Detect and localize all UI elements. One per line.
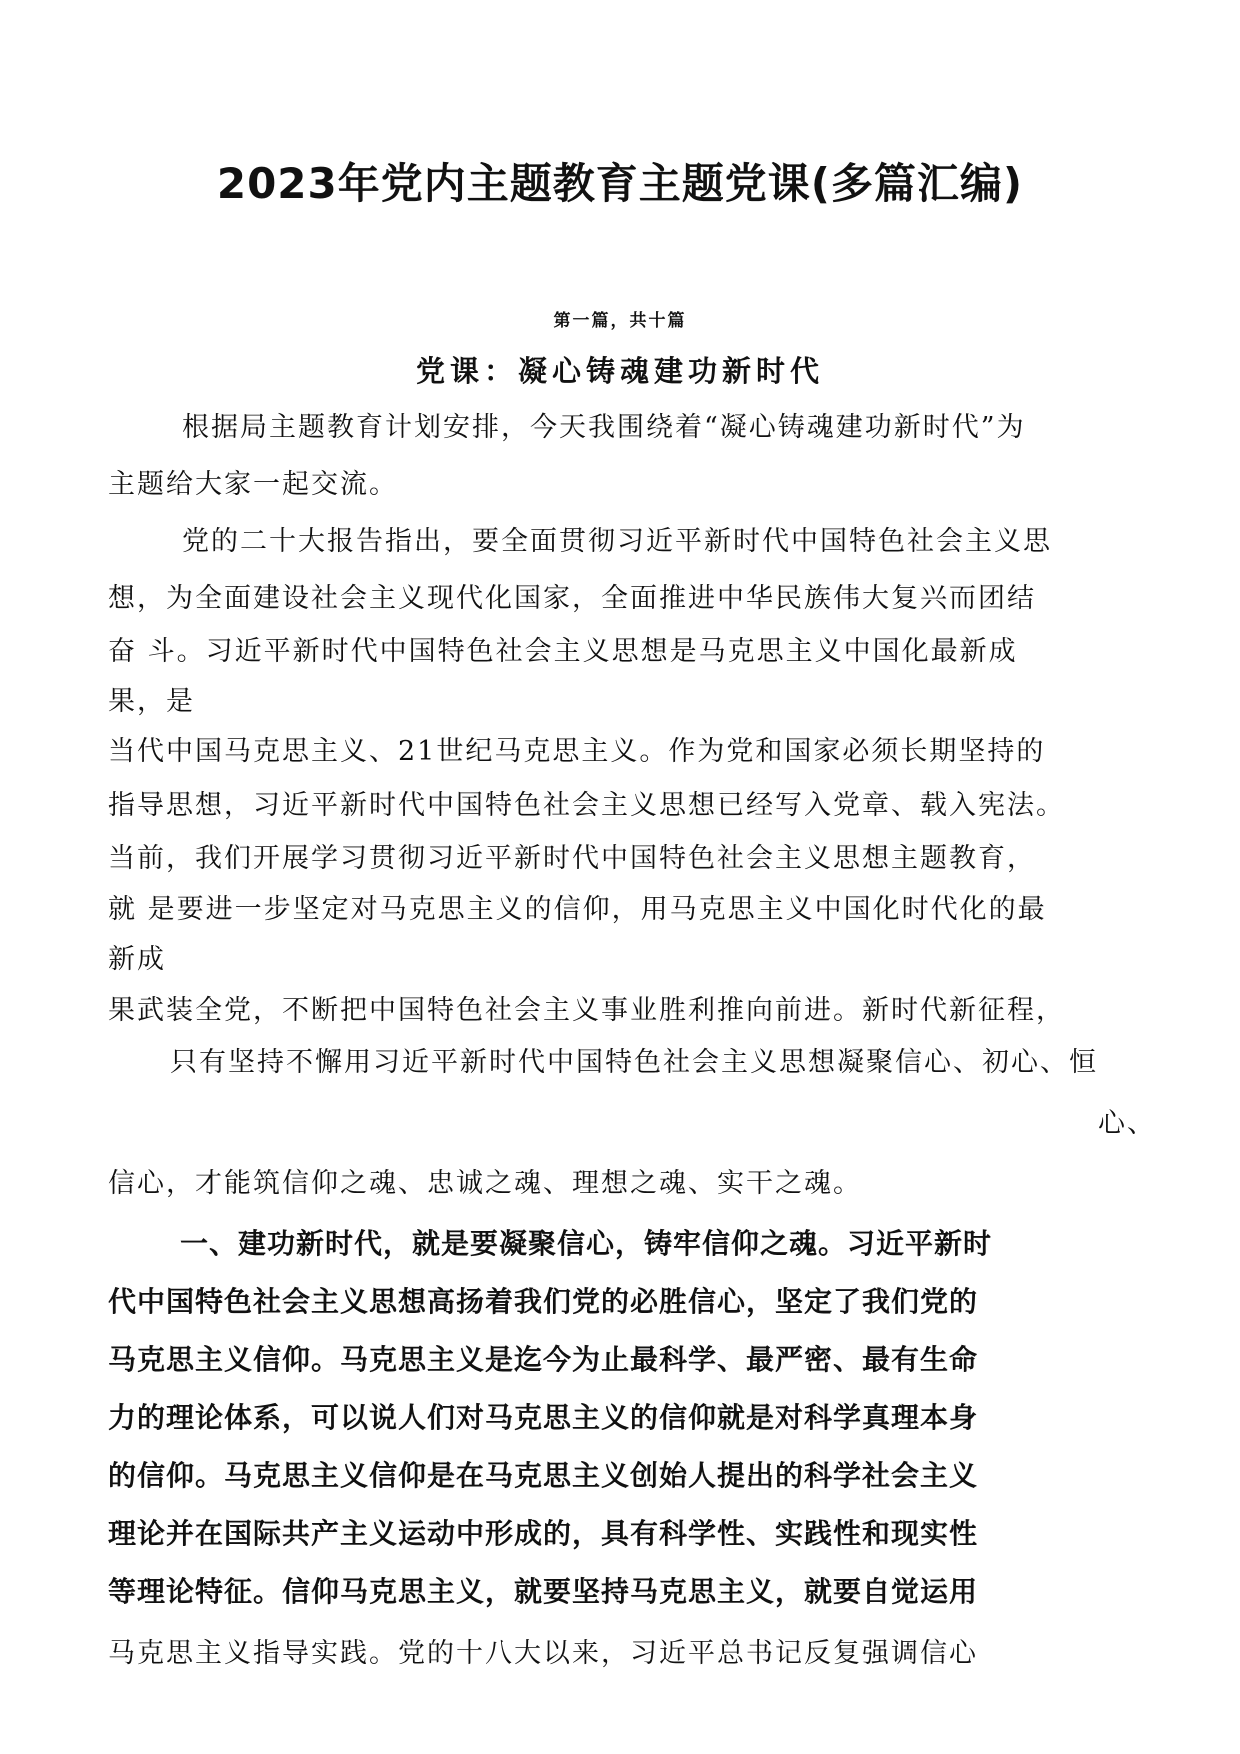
body-line: 根据局主题教育计划安排，今天我围绕着“凝心铸魂建功新时代”为 — [182, 412, 1026, 443]
part-index: 第一篇，共十篇 — [553, 311, 687, 331]
body-line: 奋 斗。习近平新时代中国特色社会主义思想是马克思主义中国化最新成 — [108, 636, 1018, 667]
body-line: 心、 — [1098, 1108, 1156, 1139]
body-line: 就 是要进一步坚定对马克思主义的信仰，用马克思主义中国化时代化的最 — [108, 894, 1047, 925]
lesson-title: 党课：凝心铸魂建功新时代 — [415, 354, 824, 388]
body-line: 信心，才能筑信仰之魂、忠诚之魂、理想之魂、实干之魂。 — [108, 1168, 862, 1199]
body-line: 果，是 — [108, 686, 195, 717]
body-line: 指导思想，习近平新时代中国特色社会主义思想已经写入党章、载入宪法。 — [108, 790, 1065, 821]
bold-body-line: 马克思主义信仰。马克思主义是迄今为止最科学、最严密、最有生命 — [108, 1343, 979, 1376]
bold-body-line: 等理论特征。信仰马克思主义，就要坚持马克思主义，就要自觉运用 — [108, 1575, 979, 1608]
body-line: 果武装全党，不断把中国特色社会主义事业胜利推向前进。新时代新征程， — [108, 995, 1065, 1026]
body-line: 只有坚持不懈用习近平新时代中国特色社会主义思想凝聚信心、初心、恒 — [170, 1047, 1098, 1078]
bold-body-line: 一、建功新时代，就是要凝聚信心，铸牢信仰之魂。习近平新时 — [180, 1227, 993, 1260]
body-line: 新成 — [108, 944, 166, 975]
body-line: 马克思主义指导实践。党的十八大以来，习近平总书记反复强调信心 — [108, 1638, 978, 1669]
body-line: 当前，我们开展学习贯彻习近平新时代中国特色社会主义思想主题教育， — [108, 843, 1036, 874]
body-line: 想，为全面建设社会主义现代化国家，全面推进中华民族伟大复兴而团结 — [108, 583, 1036, 614]
bold-body-line: 理论并在国际共产主义运动中形成的，具有科学性、实践性和现实性 — [108, 1517, 979, 1550]
document-title: 2023年党内主题教育主题党课(多篇汇编) — [216, 159, 1024, 208]
body-line: 党的二十大报告指出，要全面贯彻习近平新时代中国特色社会主义思 — [182, 526, 1052, 557]
body-line: 主题给大家一起交流。 — [108, 469, 398, 500]
bold-body-line: 代中国特色社会主义思想高扬着我们党的必胜信心，坚定了我们党的 — [108, 1285, 979, 1318]
bold-body-line: 的信仰。马克思主义信仰是在马克思主义创始人提出的科学社会主义 — [108, 1459, 979, 1492]
body-line: 当代中国马克思主义、21世纪马克思主义。作为党和国家必须长期坚持的 — [108, 736, 1046, 767]
bold-body-line: 力的理论体系，可以说人们对马克思主义的信仰就是对科学真理本身 — [108, 1401, 979, 1434]
